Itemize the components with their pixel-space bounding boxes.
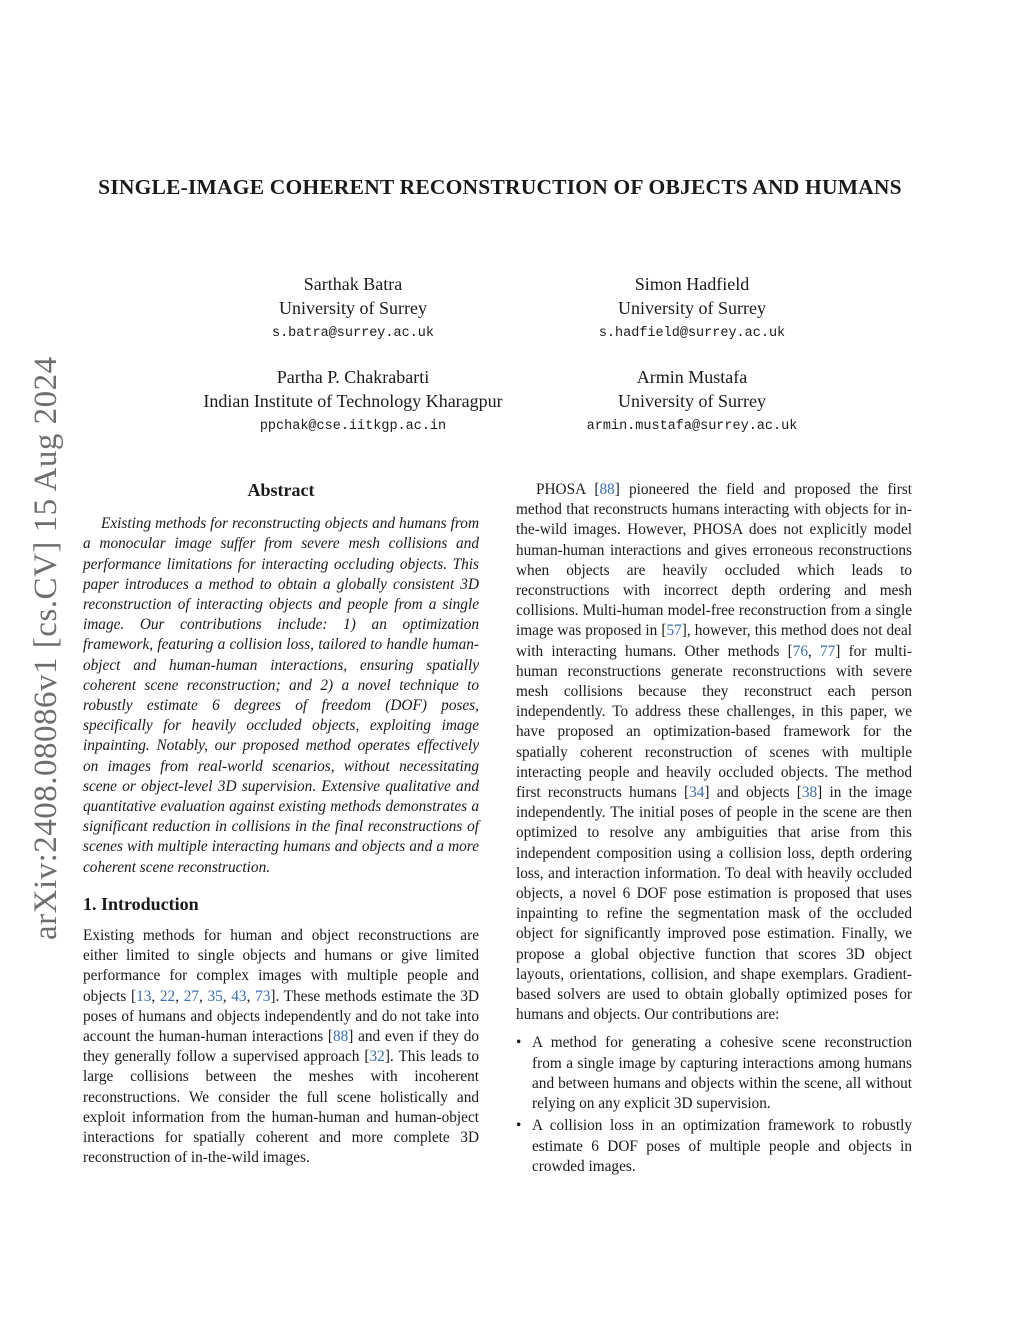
author-name: Simon Hadfield (634, 274, 750, 294)
citation-link[interactable]: 43 (231, 987, 247, 1005)
intro-paragraph-2: PHOSA [88] pioneered the field and proposed the first method that reconstructs humans interacting with objects for in-the-wild images. However, PHOSA does not explicitly model human-human interactions and gives erroneous reconstructions when objects are heavily occluded which leads to reconstructions with incorrect depth ordering and mesh collisions. Multi-human model-free reconstruction from a single image was proposed in [57], however, this method does not deal with interacting humans. Other methods [76, 77] for multi-human reconstructions generate reconstructions with severe mesh collisions because they reconstruct each person independently. To address these challenges, in this paper, we have proposed an optimization-based framework for the spatially coherent reconstruction of scenes with multiple interacting people and heavily occluded objects. The method first reconstructs humans [34] and objects [38] in the image independently. The initial poses of people in the scene are then optimized to resolve any ambiguities that arise from this independent composition using a collision loss, depth ordering loss, and interaction information. To deal with heavily occluded objects, a novel 6 DOF pose estimation is proposed that uses inpainting to refine the segmentation mask of the occluded object for significantly improved pose estimation. Finally, we propose a global objective function that scores 3D object layouts, orientations, collision, and shape exemplars. Gradient-based solvers are used to obtain globally optimized poses for humans and objects. Our contributions are: (516, 481, 913, 1024)
citation-link[interactable]: 27 (183, 987, 199, 1005)
right-column (516, 480, 912, 1179)
author-affiliation: Indian Institute of Technology Kharagpur (203, 391, 503, 411)
author-email: s.batra@surrey.ac.uk (271, 326, 435, 341)
bullet-icon: • (516, 1034, 522, 1052)
citation-link[interactable]: 77 (820, 642, 836, 660)
section-heading-introduction: 1. Introduction (83, 893, 199, 914)
author-name: Sarthak Batra (303, 274, 403, 294)
paper-title: SINGLE-IMAGE COHERENT RECONSTRUCTION OF OBJECTS AND HUMANS (98, 175, 902, 199)
author-email: s.hadfield@surrey.ac.uk (598, 326, 786, 341)
citation-link[interactable]: 76 (792, 642, 808, 660)
intro-paragraph-1: Existing methods for human and object reconstructions are either limited to single objects and humans or give limited performance for complex images with multiple people and objects [13, 22, 27, 35, 43, 73]. These methods estimate the 3D poses of humans and objects independently and do not take into account the human-human interactions [88] and even if they do they generally follow a supervised approach [32]. This leads to large collisions between the meshes with incoherent reconstructions. We consider the full scene holistically and exploit information from the human-human and human-object interactions for spatially coherent and more complete 3D reconstruction of in-the-wild images. (83, 927, 480, 1167)
citation-link[interactable]: 88 (333, 1028, 349, 1046)
list-item: • A method for generating a cohesive scene reconstruction from a single image by capturing interactions among humans and between humans and objects within the scene, all without relying on any explicit 3D supervision. (516, 1034, 912, 1113)
author-affiliation: University of Surrey (618, 391, 766, 411)
author-name: Armin Mustafa (636, 367, 748, 387)
author-affiliation: University of Surrey (618, 298, 766, 318)
citation-link[interactable]: 88 (599, 481, 615, 498)
citation-link[interactable]: 13 (136, 987, 152, 1005)
author-email: ppchak@cse.iitkgp.ac.in (259, 419, 447, 434)
left-column (83, 480, 479, 1169)
author-email: armin.mustafa@surrey.ac.uk (586, 419, 798, 434)
author-block (482, 365, 902, 438)
citation-link[interactable]: 35 (207, 987, 223, 1005)
citation-link[interactable]: 32 (369, 1048, 385, 1066)
author-name: Partha P. Chakrabarti (276, 367, 430, 387)
author-affiliation: University of Surrey (279, 298, 427, 318)
citation-link[interactable]: 22 (159, 987, 176, 1005)
abstract-text: Existing methods for reconstructing objects and humans from a monocular image suffer from severe mesh collisions and performance limitations for interacting occluding objects. This paper introduces a method to obtain a globally consistent 3D reconstruction of interacting objects and people from a single image. Our contributions include: 1) an optimization framework, featuring a collision loss, tailored to handle human-object and human-human interactions, ensuring spatially coherent scene reconstruction; and 2) a novel technique to robustly estimate 6 degrees of freedom (DOF) poses, specifically for heavily occluded objects, exploiting image inpainting. Notably, our proposed method operates effectively on images from real-world scenarios, without necessitating scene or object-level 3D supervision. Extensive qualitative and quantitative evaluation against existing methods demonstrates a significant reduction in collisions in the final reconstructions of scenes with multiple interacting humans and objects and a more coherent scene reconstruction. (83, 515, 479, 876)
arxiv-identifier: arXiv:2408.08086v1 [cs.CV] 15 Aug 2024 (28, 356, 64, 940)
abstract-heading: Abstract (247, 480, 315, 500)
citation-link[interactable]: 57 (666, 622, 682, 640)
citation-link[interactable]: 38 (801, 784, 818, 802)
contributions-list (516, 1033, 912, 1176)
citation-link[interactable]: 73 (255, 987, 271, 1005)
author-block (482, 272, 902, 345)
list-item: • A collision loss in an optimization framework to robustly estimate 6 DOF poses of multiple people and objects in crowded images. (516, 1117, 912, 1175)
citation-link[interactable]: 34 (689, 784, 705, 802)
bullet-icon: • (516, 1117, 522, 1135)
